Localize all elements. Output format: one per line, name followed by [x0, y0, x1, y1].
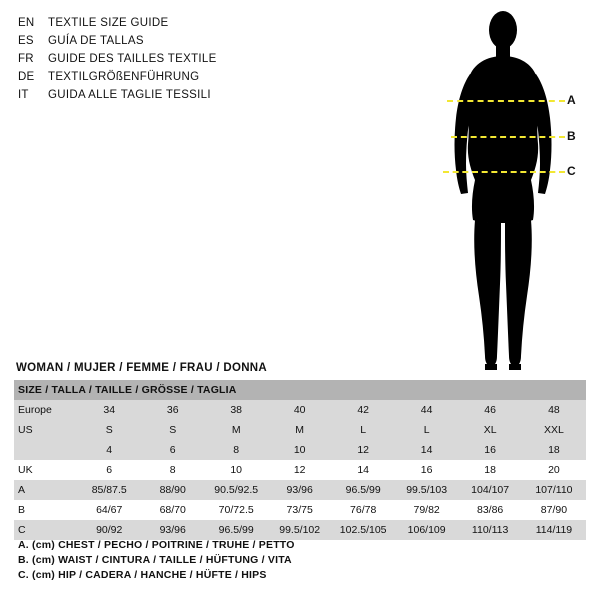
cell-a-8: 107/110: [522, 480, 586, 500]
measure-line-chest: [447, 100, 565, 102]
cell-us-6: L: [395, 420, 458, 440]
cell-us-7: XL: [458, 420, 521, 440]
language-row-de: [18, 68, 318, 86]
cell-europe-4: 40: [268, 400, 331, 420]
cell-europe-2: 36: [141, 400, 204, 420]
cell-usnum-4: 10: [268, 440, 331, 460]
measurement-legend: [18, 538, 578, 583]
language-text-it: GUIDA ALLE TAGLIE TESSILI: [48, 89, 211, 101]
body-figure: [425, 8, 585, 378]
cell-c-1: 90/92: [77, 520, 140, 540]
cell-uk-7: 18: [458, 460, 521, 480]
language-code-fr: FR: [18, 53, 34, 65]
language-text-en: TEXTILE SIZE GUIDE: [48, 17, 169, 29]
cell-b-3: 70/72.5: [204, 500, 267, 520]
language-row-es: [18, 32, 318, 50]
cell-c-6: 106/109: [395, 520, 458, 540]
cell-c-7: 110/113: [458, 520, 521, 540]
language-row-fr: [18, 50, 318, 68]
cell-uk-3: 10: [204, 460, 267, 480]
cell-us-2: S: [141, 420, 204, 440]
table-row: [14, 420, 586, 440]
cell-c-3: 96.5/99: [204, 520, 267, 540]
cell-europe-3: 38: [204, 400, 267, 420]
cell-europe-8: 48: [522, 400, 586, 420]
cell-us-5: L: [331, 420, 394, 440]
measure-label-b: B: [567, 129, 576, 143]
table-row: [14, 500, 586, 520]
legend-hip: C. (cm) HIP / CADERA / HANCHE / HÜFTE / HIPS: [18, 569, 267, 581]
language-row-it: [18, 86, 318, 104]
row-label-b: B: [14, 500, 77, 520]
table-row: [14, 460, 586, 480]
cell-uk-8: 20: [522, 460, 586, 480]
cell-usnum-8: 18: [522, 440, 586, 460]
size-table-area: [14, 362, 586, 540]
cell-b-4: 73/75: [268, 500, 331, 520]
cell-b-6: 79/82: [395, 500, 458, 520]
measure-label-c: C: [567, 164, 576, 178]
cell-us-3: M: [204, 420, 267, 440]
cell-us-1: S: [77, 420, 140, 440]
cell-b-5: 76/78: [331, 500, 394, 520]
cell-us-8: XXL: [522, 420, 586, 440]
row-label-us: US: [14, 420, 77, 440]
cell-uk-1: 6: [77, 460, 140, 480]
cell-usnum-6: 14: [395, 440, 458, 460]
cell-a-4: 93/96: [268, 480, 331, 500]
row-label-us-numeric: [14, 440, 77, 460]
row-label-a: A: [14, 480, 77, 500]
cell-b-2: 68/70: [141, 500, 204, 520]
size-table: [14, 380, 586, 540]
cell-c-5: 102.5/105: [331, 520, 394, 540]
cell-uk-6: 16: [395, 460, 458, 480]
language-row-en: [18, 14, 318, 32]
cell-us-4: M: [268, 420, 331, 440]
table-row: [14, 400, 586, 420]
table-header-label: SIZE / TALLA / TAILLE / GRÖSSE / TAGLIA: [14, 380, 586, 400]
cell-uk-4: 12: [268, 460, 331, 480]
cell-a-6: 99.5/103: [395, 480, 458, 500]
row-label-uk: UK: [14, 460, 77, 480]
cell-b-8: 87/90: [522, 500, 586, 520]
cell-c-8: 114/119: [522, 520, 586, 540]
language-text-es: GUÍA DE TALLAS: [48, 35, 144, 47]
table-row: [14, 480, 586, 500]
language-text-fr: GUIDE DES TAILLES TEXTILE: [48, 53, 217, 65]
cell-usnum-1: 4: [77, 440, 140, 460]
cell-uk-2: 8: [141, 460, 204, 480]
cell-a-2: 88/90: [141, 480, 204, 500]
cell-usnum-3: 8: [204, 440, 267, 460]
cell-europe-7: 46: [458, 400, 521, 420]
row-label-europe: Europe: [14, 400, 77, 420]
cell-usnum-7: 16: [458, 440, 521, 460]
cell-europe-6: 44: [395, 400, 458, 420]
table-header-row: [14, 380, 586, 400]
cell-a-5: 96.5/99: [331, 480, 394, 500]
cell-b-7: 83/86: [458, 500, 521, 520]
language-code-es: ES: [18, 35, 34, 47]
legend-chest: A. (cm) CHEST / PECHO / POITRINE / TRUHE / PETTO: [18, 539, 295, 551]
language-text-de: TEXTILGRÖßENFÜHRUNG: [48, 71, 200, 83]
language-code-it: IT: [18, 89, 29, 101]
row-label-c: C: [14, 520, 77, 540]
cell-a-7: 104/107: [458, 480, 521, 500]
cell-uk-5: 14: [331, 460, 394, 480]
table-row: [14, 440, 586, 460]
cell-a-3: 90.5/92.5: [204, 480, 267, 500]
cell-europe-1: 34: [77, 400, 140, 420]
cell-usnum-5: 12: [331, 440, 394, 460]
cell-a-1: 85/87.5: [77, 480, 140, 500]
table-row: [14, 520, 586, 540]
female-silhouette-icon: [425, 8, 585, 378]
cell-usnum-2: 6: [141, 440, 204, 460]
measure-line-waist: [451, 136, 565, 138]
legend-waist: B. (cm) WAIST / CINTURA / TAILLE / HÜFTUNG / VITA: [18, 554, 292, 566]
language-title-block: [18, 14, 318, 104]
language-code-en: EN: [18, 17, 35, 29]
language-code-de: DE: [18, 71, 35, 83]
measure-label-a: A: [567, 93, 576, 107]
cell-europe-5: 42: [331, 400, 394, 420]
table-group-title: WOMAN / MUJER / FEMME / FRAU / DONNA: [16, 362, 268, 374]
cell-c-2: 93/96: [141, 520, 204, 540]
cell-b-1: 64/67: [77, 500, 140, 520]
cell-c-4: 99.5/102: [268, 520, 331, 540]
measure-line-hip: [443, 171, 565, 173]
